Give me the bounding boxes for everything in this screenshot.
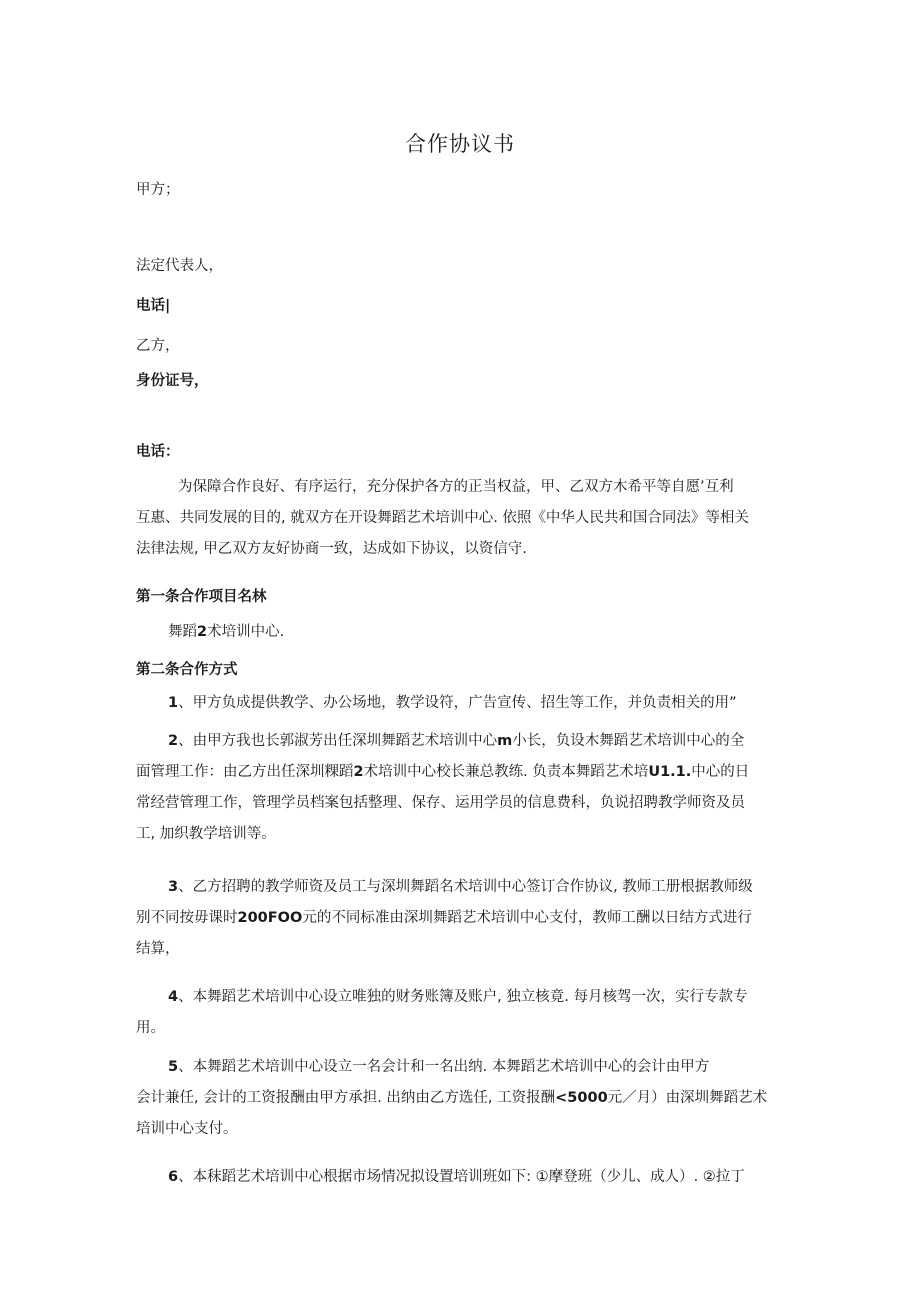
party-a-phone-label: 电话| [136, 298, 171, 314]
item-2-line2-bold2: U1.1. [648, 764, 692, 780]
document-title: 合作协议书 [405, 132, 515, 156]
item-2 [136, 726, 784, 850]
item-2-line1-pre: 、由甲方我也长郭淑芳出任深圳舞蹈艺术培训中心 [178, 733, 498, 749]
item-5-line2-pre: 会计兼任, 会计的工资报酬由甲方承担. 出纳由乙方选任, 工资报酬 [136, 1090, 556, 1106]
party-b-phone-label: 电话： [136, 444, 180, 460]
item-5-line1: 、本舞蹈艺术培训中心设立一名会计和一名出纳. 本舞蹈艺术培训中心的会计由甲方 [178, 1059, 710, 1075]
item-3 [136, 872, 784, 965]
item-4-line2: 用。 [136, 1020, 165, 1036]
intro-line: 互惠、共同发展的目的, 就双方在开设舞蹈艺术培训中心. 依照《中华人民共和国合同法》等相关 [136, 510, 749, 526]
item-3-line2-pre: 别不同按毋课时 [136, 910, 238, 926]
item-2-line2-bold1: 2 [353, 764, 364, 780]
item-2-line3: 常经营管理工作，管理学员档案包括整理、保存、运用学员的信息费科，负说招聘教学师资及员 [136, 795, 745, 811]
item-5-line2-post: 元／月）由深圳舞蹈艺术 [607, 1090, 768, 1106]
party-b-label: 乙方， [136, 338, 180, 354]
item-5 [136, 1052, 784, 1145]
item-4-line1: 、本舞蹈艺术培训中心设立唯独的财务账簿及账户, 独立核竟. 每月核驾一次，实行专款专 [178, 989, 748, 1005]
item-1-text: 、甲方负成提供教学、办公场地，教学设符，广告宣传、招生等工作，并负责相关的用” [178, 695, 737, 711]
item-3-number: 3 [168, 879, 179, 895]
item-5-number: 5 [168, 1059, 179, 1075]
item-4 [136, 982, 784, 1044]
item-1 [136, 688, 784, 719]
item-6-line1: 、本秣蹈艺术培训中心根据市场情况拟设置培训班如下: ①摩登班（少儿、成人）. ②拉丁 [178, 1169, 745, 1185]
intro-line: 为保障合作良好、有序运行，充分保护各方的正当权益，甲、乙双方木希平等自愿’互利 [178, 479, 734, 495]
item-1-number: 1 [168, 695, 179, 711]
item-3-line2-bold: 200FOO [237, 910, 303, 926]
item-5-line2-bold: <5000 [555, 1090, 608, 1106]
item-6-number: 6 [168, 1169, 179, 1185]
item-4-number: 4 [168, 989, 179, 1005]
article2-heading: 第二条合作方式 [136, 662, 238, 678]
article1-heading: 第一条合作项目名林 [136, 589, 267, 605]
item-3-line3: 结算， [136, 941, 180, 957]
article1-body-post: 术培训中心. [207, 624, 285, 640]
id-number-label: 身份证号， [136, 373, 209, 389]
article1-body-pre: 舞蹈 [168, 624, 197, 640]
item-3-line1: 、乙方招聘的教学师资及员工与深圳舞蹈名术培训中心签订合作协议, 教师工册根据教师级 [178, 879, 753, 895]
item-3-line2-post: 元的不同标准由深圳舞蹈艺术培训中心支付，教师工酬以日结方式进行 [302, 910, 752, 926]
item-2-line2-post: 中心的日 [691, 764, 750, 780]
item-2-line1-post: 小长，负设木舞蹈艺术培训中心的全 [512, 733, 745, 749]
item-2-line2-mid: 术培训中心校长兼总教练. 负责本舞蹈艺术培 [363, 764, 649, 780]
article1-body-num: 2 [197, 624, 208, 640]
article1-body [168, 620, 284, 641]
legal-representative-label: 法定代表人， [136, 258, 223, 274]
item-2-line2-pre: 面管理工作：由乙方出任深圳粿蹈 [136, 764, 354, 780]
intro-paragraph [136, 472, 784, 565]
item-5-line3: 培训中心支付。 [136, 1121, 238, 1137]
item-2-number: 2 [168, 733, 179, 749]
intro-line: 法律法规, 甲乙双方友好协商一致，达成如下协议，以资信守. [136, 541, 527, 557]
item-6 [136, 1162, 784, 1193]
item-2-line1-bold: m [497, 733, 513, 749]
item-2-line4: 工, 加织教学培训等。 [136, 826, 276, 842]
party-a-label: 甲方； [136, 182, 180, 198]
